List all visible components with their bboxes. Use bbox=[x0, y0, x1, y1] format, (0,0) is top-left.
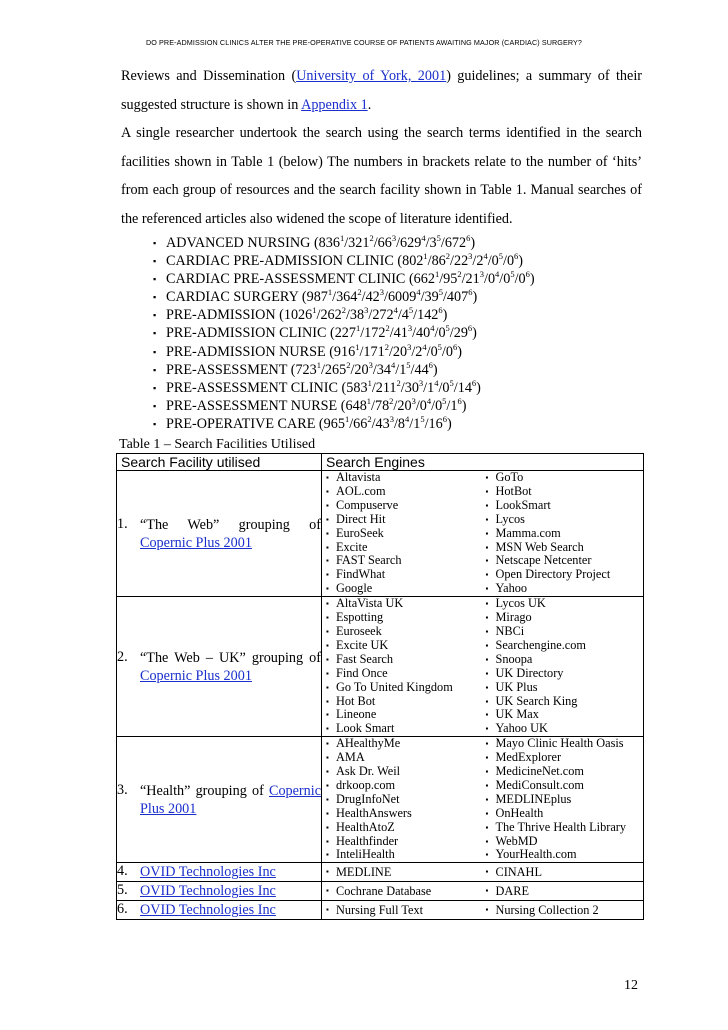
facility-index: 6 bbox=[442, 413, 447, 424]
hit-count: 39 bbox=[424, 289, 439, 306]
table-row bbox=[117, 901, 644, 920]
search-term-label: PRE-ASSESSMENT bbox=[166, 361, 288, 378]
search-engine-item: ▪ MedExplorer bbox=[482, 751, 644, 765]
table-row bbox=[117, 882, 644, 901]
search-engines-cell bbox=[322, 901, 482, 920]
facility-label bbox=[140, 516, 321, 552]
facility-index: 1 bbox=[316, 359, 321, 370]
hit-count: 265 bbox=[324, 361, 347, 378]
search-engines-cell bbox=[482, 471, 644, 597]
hit-count: 662 bbox=[413, 271, 435, 288]
table-row bbox=[117, 471, 644, 597]
search-engine-item: ▪ UK Directory bbox=[482, 667, 644, 681]
search-engine-item: ▪ AltaVista UK bbox=[322, 597, 482, 611]
facility-label bbox=[140, 863, 321, 881]
search-engine-item: ▪ Yahoo UK bbox=[482, 722, 644, 736]
facility-index: 4 bbox=[495, 269, 500, 280]
search-engine-item: ▪ drkoop.com bbox=[322, 779, 482, 793]
facility-cell bbox=[117, 597, 322, 737]
hit-count: 0 bbox=[487, 271, 496, 288]
para1-text-c: . bbox=[367, 96, 372, 113]
search-engine-item: ▪ Mamma.com bbox=[482, 527, 644, 541]
hit-count: 21 bbox=[465, 271, 480, 288]
facility-cell bbox=[117, 863, 322, 882]
paragraph-reviews bbox=[121, 62, 642, 119]
hit-count: 1 bbox=[413, 415, 421, 432]
running-header: DO PRE-ADMISSION CLINICS ALTER THE PRE-OPERATIVE COURSE OF PATIENTS AWAITING MAJOR (CARDIAC) SURGERY? bbox=[145, 38, 583, 47]
search-engines-cell bbox=[482, 863, 644, 882]
search-engine-item: ▪ AHealthyMe bbox=[322, 737, 482, 751]
search-engine-item: ▪ NBCi bbox=[482, 625, 644, 639]
search-engine-item: ▪ Netscape Netcenter bbox=[482, 554, 644, 568]
search-engine-item: ▪ Ask Dr. Weil bbox=[322, 765, 482, 779]
search-engine-item: ▪ Yahoo bbox=[482, 582, 644, 596]
hit-count: 1 bbox=[450, 397, 458, 414]
search-term-label: ADVANCED NURSING bbox=[166, 235, 311, 251]
facility-label bbox=[140, 901, 321, 919]
facility-index: 4 bbox=[390, 359, 396, 370]
hit-count: 20 bbox=[354, 361, 369, 378]
hit-count: 171 bbox=[363, 343, 385, 360]
search-engine-item: ▪ FindWhat bbox=[322, 568, 482, 582]
search-engine-item: ▪ FAST Search bbox=[322, 554, 482, 568]
hit-count: 629 bbox=[400, 235, 422, 251]
hit-count: 1 bbox=[399, 361, 407, 378]
hit-count: 364 bbox=[336, 289, 358, 306]
facility-index: 2 bbox=[385, 323, 390, 334]
search-engines-cell bbox=[482, 597, 644, 737]
search-engine-item: ▪ WebMD bbox=[482, 835, 644, 849]
facility-label bbox=[140, 649, 321, 685]
paragraph-search-method: A single researcher undertook the search using the search terms identified in the search facilities shown in Table 1 (below) The numbers in brackets relate to the number of ‘hits’ from each group of resources and the search facility shown in Table 1. Manual searches of the referenced articles also widened the scope of literature identified. bbox=[121, 125, 642, 227]
search-term-label: CARDIAC PRE-ASSESSMENT CLINIC bbox=[166, 271, 406, 288]
search-engine-item: ▪ MediConsult.com bbox=[482, 779, 644, 793]
facility-index: 5 bbox=[445, 323, 450, 334]
search-engine-item: ▪ InteliHealth bbox=[322, 848, 482, 862]
search-engine-item: ▪ Cochrane Database bbox=[322, 882, 482, 900]
search-engine-item: ▪ MEDLINEplus bbox=[482, 793, 644, 807]
hit-count: 4 bbox=[401, 307, 409, 324]
search-engine-item: ▪ YourHealth.com bbox=[482, 848, 644, 862]
hit-count: 2 bbox=[415, 343, 423, 360]
facility-link[interactable]: OVID Technologies Inc bbox=[140, 883, 276, 900]
hit-count: 1 bbox=[427, 379, 435, 396]
hit-count: 38 bbox=[349, 307, 365, 324]
hit-count: 29 bbox=[453, 325, 468, 342]
search-engines-cell bbox=[322, 597, 482, 737]
search-engine-item: ▪ Hot Bot bbox=[322, 695, 482, 709]
facility-cell bbox=[117, 471, 322, 597]
hit-count: 42 bbox=[365, 289, 380, 306]
facility-index: 4 bbox=[422, 341, 427, 352]
search-engine-item: ▪ HotBot bbox=[482, 485, 644, 499]
para1-text-a: Reviews and Dissemination ( bbox=[121, 68, 297, 84]
hit-count: 0 bbox=[430, 343, 438, 360]
facility-index: 5 bbox=[437, 341, 442, 352]
facility-cell bbox=[117, 882, 322, 901]
search-engine-item: ▪ Find Once bbox=[322, 667, 482, 681]
facility-link[interactable]: Copernic Plus 2001 bbox=[140, 534, 252, 551]
hit-count: 6009 bbox=[387, 289, 417, 306]
search-engine-item: ▪ The Thrive Health Library bbox=[482, 821, 644, 835]
facility-index: 6 bbox=[466, 233, 471, 243]
facility-grouping-text: “The Web – UK” grouping of bbox=[140, 649, 321, 666]
search-engine-item: ▪ Fast Search bbox=[322, 653, 482, 667]
hit-count: 272 bbox=[372, 307, 394, 324]
facility-cell bbox=[117, 737, 322, 863]
facility-index: 5 bbox=[498, 251, 503, 262]
facility-link[interactable]: OVID Technologies Inc bbox=[140, 902, 276, 919]
facility-index: 3 bbox=[468, 251, 473, 262]
hit-count: 172 bbox=[364, 325, 386, 342]
search-engine-item: ▪ Mayo Clinic Health Oasis bbox=[482, 737, 644, 751]
table-caption: Table 1 – Search Facilities Utilised bbox=[119, 437, 316, 452]
hit-count: 262 bbox=[320, 307, 342, 324]
facility-index: 5 bbox=[408, 305, 414, 316]
facility-index: 3 bbox=[407, 341, 412, 352]
facility-index: 2 bbox=[384, 341, 389, 352]
facility-index: 5 bbox=[510, 269, 515, 280]
hit-count: 2 bbox=[476, 253, 484, 270]
search-engine-item: ▪ CINAHL bbox=[482, 863, 644, 881]
search-engine-item: ▪ Mirago bbox=[482, 611, 644, 625]
facility-label bbox=[140, 782, 321, 818]
search-engine-item: ▪ AOL.com bbox=[322, 485, 482, 499]
hit-count: 20 bbox=[397, 397, 412, 414]
facility-index: 2 bbox=[341, 305, 346, 316]
hit-count: 723 bbox=[295, 361, 317, 378]
facility-index: 2 bbox=[346, 359, 351, 370]
search-engine-item: ▪ Euroseek bbox=[322, 625, 482, 639]
facility-grouping-text: “Health” grouping of bbox=[140, 782, 269, 799]
hit-count: 20 bbox=[392, 343, 408, 360]
facility-index: 3 bbox=[411, 395, 416, 406]
search-term-label: PRE-ADMISSION CLINIC bbox=[166, 325, 327, 342]
search-engine-item: ▪ UK Search King bbox=[482, 695, 644, 709]
facility-index: 4 bbox=[426, 395, 432, 406]
search-term-label: PRE-ADMISSION NURSE bbox=[166, 343, 326, 360]
search-engine-item: ▪ Lycos UK bbox=[482, 597, 644, 611]
hit-count: 43 bbox=[375, 415, 390, 432]
facility-grouping-text: “The Web” grouping of bbox=[140, 516, 321, 533]
header-search-engines: Search Engines bbox=[322, 454, 644, 471]
facility-index: 6 bbox=[452, 341, 458, 352]
facility-number: 1. bbox=[117, 515, 128, 532]
search-term-item: ▪ PRE-ADMISSION CLINIC $(227^1/172^2/41^3/40^4/0^5/29^6)$ bbox=[153, 324, 535, 342]
table-row bbox=[117, 597, 644, 737]
table-row bbox=[117, 863, 644, 882]
hit-count: 672 bbox=[444, 235, 467, 251]
facility-index: 3 bbox=[391, 233, 397, 243]
search-engine-item: ▪ MEDLINE bbox=[322, 863, 482, 881]
hit-count: 0 bbox=[419, 397, 427, 414]
search-term-item: ▪ PRE-ADMISSION $(1026^1/262^2/38^3/272^4/4^5/142^6)$ bbox=[153, 306, 535, 324]
hit-count: 8 bbox=[397, 415, 406, 432]
hit-count: 211 bbox=[375, 379, 397, 396]
search-engines-cell bbox=[482, 901, 644, 920]
citation-link-york[interactable]: University of York, 2001 bbox=[296, 68, 447, 84]
hit-count: 321 bbox=[348, 235, 370, 251]
search-engine-item: ▪ MedicineNet.com bbox=[482, 765, 644, 779]
search-term-item: ▪ PRE-ADMISSION NURSE $(916^1/171^2/20^3/2^4/0^5/0^6)$ bbox=[153, 343, 535, 361]
facility-index: 2 bbox=[357, 287, 362, 298]
facility-index: 4 bbox=[430, 323, 435, 334]
search-engine-item: ▪ Open Directory Project bbox=[482, 568, 644, 582]
search-term-label: PRE-OPERATIVE CARE bbox=[166, 415, 316, 432]
facility-number: 5. bbox=[117, 882, 128, 899]
facility-index: 5 bbox=[406, 359, 411, 370]
search-engine-item: ▪ EuroSeek bbox=[322, 527, 482, 541]
search-engine-item: ▪ GoTo bbox=[482, 471, 644, 485]
facility-index: 1 bbox=[423, 251, 428, 262]
search-engine-item: ▪ MSN Web Search bbox=[482, 541, 644, 555]
hit-count: 0 bbox=[518, 271, 526, 288]
facility-index: 3 bbox=[364, 305, 369, 316]
hit-count: 16 bbox=[428, 415, 443, 432]
facility-index: 2 bbox=[367, 413, 372, 424]
hit-count: 34 bbox=[376, 361, 391, 378]
hit-count: 0 bbox=[435, 397, 443, 414]
search-engines-cell bbox=[482, 882, 644, 901]
para1-text-b: ) guidelines; a summary of their suggested structure is shown in bbox=[121, 68, 642, 113]
facility-index: 1 bbox=[327, 287, 333, 298]
facility-index: 4 bbox=[405, 413, 410, 424]
search-engine-item: ▪ Espotting bbox=[322, 611, 482, 625]
search-term-item: ▪ ADVANCED NURSING $(836^1/321^2/66^3/629^4/3^5/672^6)$ bbox=[153, 234, 535, 252]
facility-number: 2. bbox=[117, 648, 128, 665]
search-engine-item: ▪ UK Max bbox=[482, 708, 644, 722]
search-engine-item: ▪ Lineone bbox=[322, 708, 482, 722]
facility-index: 5 bbox=[436, 233, 441, 243]
facility-index: 4 bbox=[393, 305, 398, 316]
search-term-item: ▪ PRE-ASSESSMENT CLINIC $(583^1/211^2/30^3/1^4/0^5/14^6)$ bbox=[153, 379, 535, 397]
facility-index: 6 bbox=[525, 269, 530, 280]
hit-count: 0 bbox=[503, 271, 511, 288]
search-term-item: ▪ PRE-OPERATIVE CARE $(965^1/66^2/43^3/8^4/1^5/16^6)$ bbox=[153, 415, 535, 433]
facility-link[interactable]: Copernic Plus 2001 bbox=[140, 782, 321, 817]
search-engine-item: ▪ UK Plus bbox=[482, 681, 644, 695]
hit-count: 22 bbox=[453, 253, 469, 270]
hit-count: 78 bbox=[374, 397, 390, 414]
hit-count: 14 bbox=[457, 379, 472, 396]
search-engine-item: ▪ HealthAnswers bbox=[322, 807, 482, 821]
search-engines-cell bbox=[322, 471, 482, 597]
hit-count: 44 bbox=[414, 361, 429, 378]
search-engine-item: ▪ Go To United Kingdom bbox=[322, 681, 482, 695]
facility-index: 5 bbox=[438, 287, 443, 298]
search-term-item: ▪ PRE-ASSESSMENT $(723^1/265^2/20^3/34^4/1^5/44^6)$ bbox=[153, 361, 535, 379]
hit-count: 916 bbox=[333, 343, 356, 360]
hit-count: 0 bbox=[491, 253, 499, 270]
facility-index: 2 bbox=[445, 251, 451, 262]
facility-index: 1 bbox=[434, 269, 440, 280]
facility-number: 6. bbox=[117, 901, 128, 918]
facility-index: 6 bbox=[471, 377, 477, 388]
facility-index: 4 bbox=[416, 287, 421, 298]
facility-index: 4 bbox=[421, 233, 426, 243]
search-engine-item: ▪ Compuserve bbox=[322, 499, 482, 513]
search-engine-item: ▪ Direct Hit bbox=[322, 513, 482, 527]
search-engines-cell bbox=[322, 882, 482, 901]
search-term-item: ▪ PRE-ASSESSMENT NURSE $(648^1/78^2/20^3/0^4/0^5/1^6)$ bbox=[153, 397, 535, 415]
hit-count: 0 bbox=[445, 343, 453, 360]
search-engine-item: ▪ Searchengine.com bbox=[482, 639, 644, 653]
search-term-label: CARDIAC SURGERY bbox=[166, 289, 299, 306]
search-engines-cell bbox=[322, 737, 482, 863]
search-engines-cell bbox=[482, 737, 644, 863]
hit-count: 142 bbox=[417, 307, 439, 324]
hit-count: 95 bbox=[443, 271, 458, 288]
hit-count: 836 bbox=[318, 235, 340, 251]
search-engine-item: ▪ Altavista bbox=[322, 471, 482, 485]
search-engines-cell bbox=[322, 863, 482, 882]
header-search-facility: Search Facility utilised bbox=[117, 454, 322, 471]
hit-count: 66 bbox=[377, 235, 392, 251]
facility-index: 1 bbox=[367, 377, 372, 388]
search-term-item: ▪ CARDIAC SURGERY $(987^1/364^2/42^3/6009^4/39^5/407^6)$ bbox=[153, 288, 535, 306]
facility-index: 2 bbox=[457, 269, 462, 280]
hit-count: 0 bbox=[438, 325, 446, 342]
facility-index: 3 bbox=[479, 269, 484, 280]
facility-index: 6 bbox=[428, 359, 433, 370]
search-engine-item: ▪ LookSmart bbox=[482, 499, 644, 513]
hit-count: 40 bbox=[416, 325, 431, 342]
facility-index: 5 bbox=[442, 395, 447, 406]
hit-count: 0 bbox=[506, 253, 515, 270]
hit-count: 66 bbox=[353, 415, 368, 432]
facility-index: 1 bbox=[355, 341, 360, 352]
facility-index: 3 bbox=[368, 359, 373, 370]
search-term-item: ▪ CARDIAC PRE-ASSESSMENT CLINIC $(662^1/95^2/21^3/0^4/0^5/0^6)$ bbox=[153, 270, 535, 288]
facility-index: 2 bbox=[369, 233, 374, 243]
hit-count: 802 bbox=[402, 253, 424, 270]
facility-index: 3 bbox=[389, 413, 394, 424]
facility-index: 6 bbox=[514, 251, 519, 262]
table-row bbox=[117, 737, 644, 863]
search-engine-item: ▪ Excite bbox=[322, 541, 482, 555]
search-engine-item: ▪ HealthAtoZ bbox=[322, 821, 482, 835]
appendix-link[interactable]: Appendix 1 bbox=[301, 96, 368, 113]
facility-index: 3 bbox=[407, 323, 413, 334]
hit-count: 0 bbox=[442, 379, 450, 396]
search-engine-item: ▪ DrugInfoNet bbox=[322, 793, 482, 807]
facility-number: 4. bbox=[117, 863, 128, 880]
facility-number: 3. bbox=[117, 781, 128, 798]
facility-index: 1 bbox=[344, 413, 350, 424]
search-term-label: PRE-ADMISSION bbox=[166, 307, 276, 324]
search-engine-item: ▪ Lycos bbox=[482, 513, 644, 527]
search-engine-item: ▪ Nursing Collection 2 bbox=[482, 901, 644, 919]
facility-index: 6 bbox=[457, 395, 462, 406]
search-term-item: ▪ CARDIAC PRE-ADMISSION CLINIC $(802^1/86^2/22^3/2^4/0^5/0^6)$ bbox=[153, 252, 535, 270]
search-engine-item: ▪ Snoopa bbox=[482, 653, 644, 667]
search-engine-item: ▪ OnHealth bbox=[482, 807, 644, 821]
search-engine-item: ▪ DARE bbox=[482, 882, 644, 900]
search-engine-item: ▪ Excite UK bbox=[322, 639, 482, 653]
hit-count: 965 bbox=[323, 415, 345, 432]
hit-count: 1026 bbox=[283, 307, 313, 324]
hit-count: 30 bbox=[404, 379, 419, 396]
facility-index: 6 bbox=[468, 287, 473, 298]
search-term-label: PRE-ASSESSMENT NURSE bbox=[166, 397, 338, 414]
facility-cell bbox=[117, 901, 322, 920]
hit-count: 41 bbox=[393, 325, 408, 342]
facility-index: 5 bbox=[449, 377, 454, 388]
search-engine-item: ▪ AMA bbox=[322, 751, 482, 765]
search-engine-item: ▪ Healthfinder bbox=[322, 835, 482, 849]
hit-count: 3 bbox=[429, 235, 437, 251]
search-engine-item: ▪ Google bbox=[322, 582, 482, 596]
facility-index: 5 bbox=[420, 413, 425, 424]
hit-count: 86 bbox=[431, 253, 446, 270]
hit-count: 987 bbox=[306, 289, 328, 306]
search-engine-item: ▪ Look Smart bbox=[322, 722, 482, 736]
facility-index: 6 bbox=[438, 305, 443, 316]
facility-link[interactable]: Copernic Plus 2001 bbox=[140, 667, 252, 684]
facility-link[interactable]: OVID Technologies Inc bbox=[140, 864, 276, 881]
search-terms-list bbox=[153, 234, 535, 433]
search-term-label: PRE-ASSESSMENT CLINIC bbox=[166, 379, 338, 396]
facility-index: 1 bbox=[312, 305, 317, 316]
facility-index: 1 bbox=[355, 323, 361, 334]
facility-index: 1 bbox=[366, 395, 372, 406]
hit-count: 648 bbox=[345, 397, 367, 414]
facility-index: 1 bbox=[339, 233, 345, 243]
facility-index: 2 bbox=[396, 377, 401, 388]
hit-count: 227 bbox=[334, 325, 356, 342]
facility-index: 3 bbox=[379, 287, 384, 298]
hit-count: 583 bbox=[346, 379, 368, 396]
facility-index: 4 bbox=[434, 377, 439, 388]
facility-index: 6 bbox=[467, 323, 473, 334]
search-engine-item: ▪ Nursing Full Text bbox=[322, 901, 482, 919]
search-term-label: CARDIAC PRE-ADMISSION CLINIC bbox=[166, 253, 394, 270]
page-number: 12 bbox=[624, 978, 638, 993]
facility-index: 4 bbox=[483, 251, 488, 262]
facility-index: 2 bbox=[389, 395, 394, 406]
facility-label bbox=[140, 882, 321, 900]
hit-count: 407 bbox=[446, 289, 469, 306]
facility-index: 3 bbox=[418, 377, 424, 388]
search-facilities-table bbox=[116, 453, 644, 920]
